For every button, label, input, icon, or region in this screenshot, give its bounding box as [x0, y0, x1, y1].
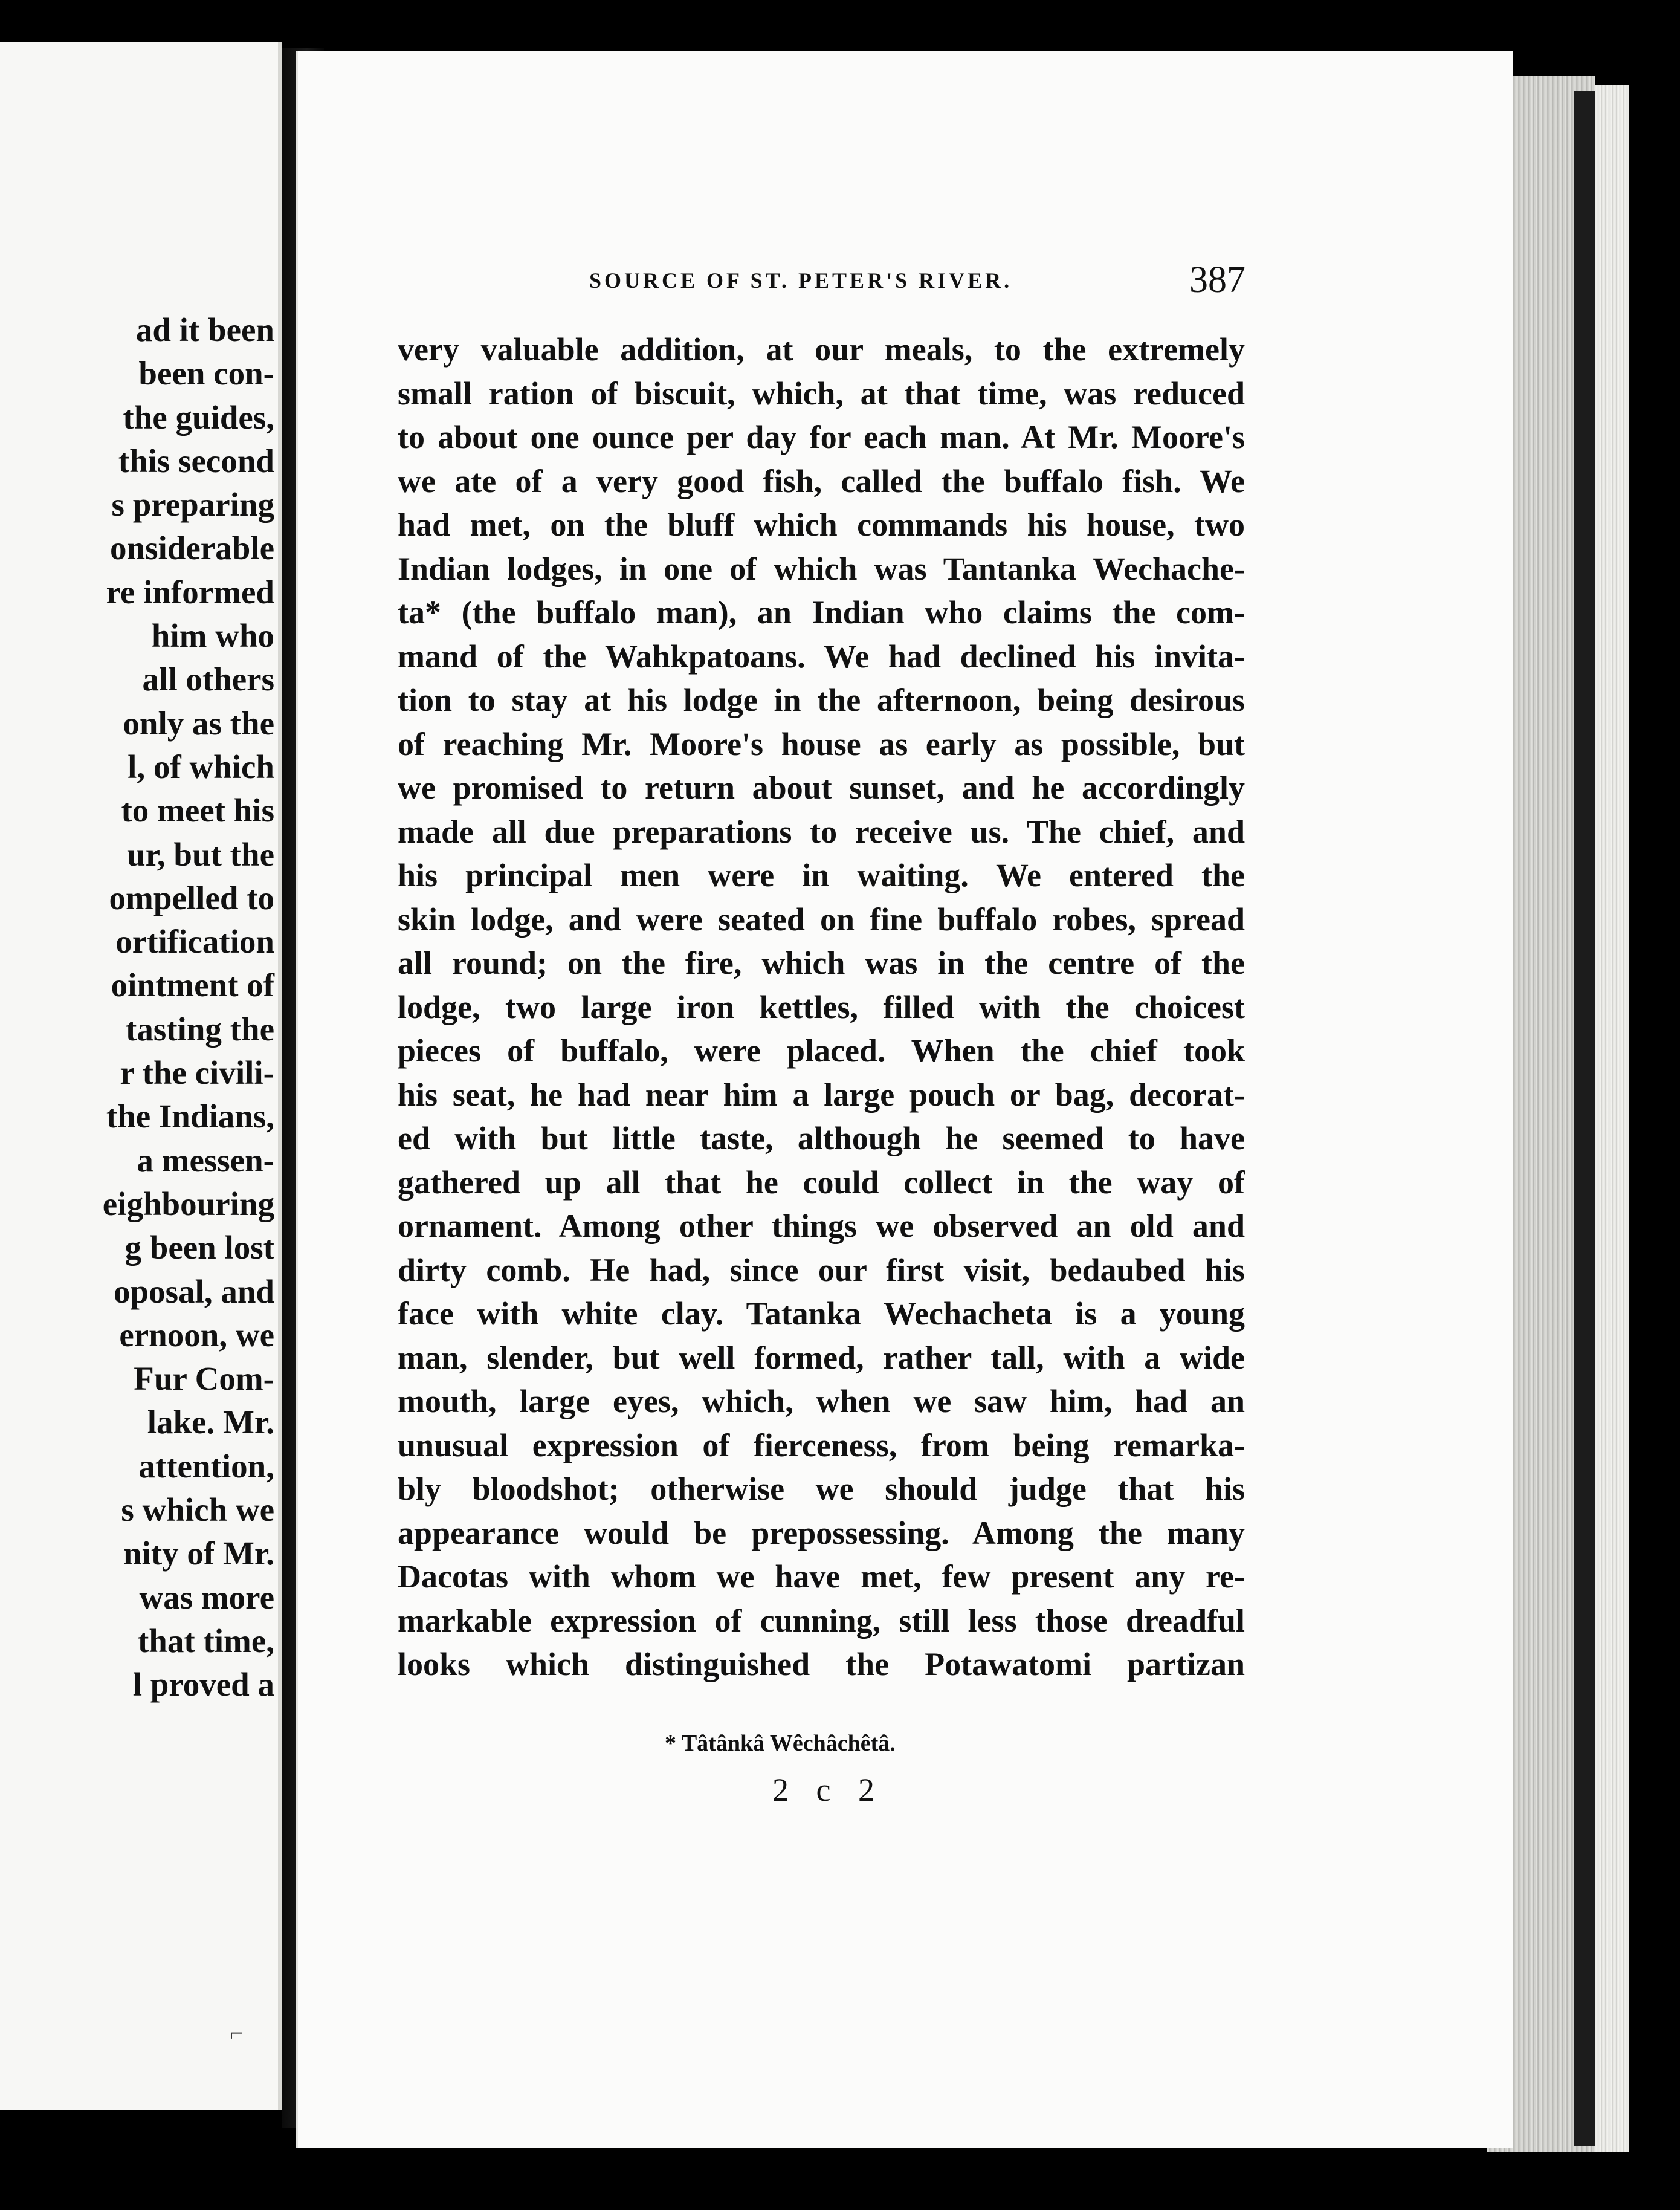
previous-page-text: [0, 308, 274, 1707]
previous-page-line: him who: [151, 617, 274, 655]
previous-page-line: all others: [142, 661, 274, 698]
text-line: bly bloodshot; otherwise we should judge that his: [398, 1471, 1245, 1507]
text-line: markable expression of cunning, still less those dreadful: [398, 1602, 1245, 1639]
previous-page-line: oposal, and: [114, 1272, 274, 1310]
previous-page-line: ernoon, we: [119, 1316, 274, 1353]
previous-page-line: ointment of: [111, 967, 274, 1004]
text-line: face with white clay. Tatanka Wechacheta is a young: [398, 1295, 1245, 1332]
previous-page-line: nity of Mr.: [123, 1535, 274, 1572]
text-line: had met, on the bluff which commands his house, two: [398, 507, 1245, 543]
text-line: his principal men were in waiting. We entered the: [398, 857, 1245, 893]
text-line: his seat, he had near him a large pouch or bag, decorat-: [398, 1076, 1245, 1113]
text-line: gathered up all that he could collect in the way of: [398, 1164, 1245, 1201]
signature-mark: 2 c 2: [772, 1772, 884, 1808]
previous-page-line: lake. Mr.: [147, 1404, 274, 1441]
text-line: we promised to return about sunset, and he accordingly: [398, 770, 1245, 806]
previous-page-line: was more: [139, 1578, 274, 1616]
text-line: ornament. Among other things we observed an old and: [398, 1208, 1245, 1244]
text-line: of reaching Mr. Moore's house as early as possible, but: [398, 725, 1245, 762]
previous-page-line: the guides,: [123, 398, 274, 436]
text-line: made all due preparations to receive us. The chief, and: [398, 813, 1245, 850]
previous-page-line: ortification: [115, 923, 274, 961]
previous-page-line: ompelled to: [109, 879, 274, 916]
text-line: dirty comb. He had, since our first visit, bedaubed his: [398, 1251, 1245, 1288]
text-line: looks which distinguished the Potawatomi partizan: [398, 1646, 1245, 1682]
page-edges-outer: [1595, 85, 1629, 2152]
previous-page: [0, 42, 282, 2110]
text-line: lodge, two large iron kettles, filled with the choicest: [398, 988, 1245, 1025]
previous-page-line: ad it been: [135, 311, 274, 348]
text-line: ta* (the buffalo man), an Indian who claims the com-: [398, 594, 1245, 630]
text-line: small ration of biscuit, which, at that time, was reduced: [398, 375, 1245, 412]
text-line: all round; on the fire, which was in the centre of the: [398, 945, 1245, 981]
stray-mark: ⌐: [230, 2020, 244, 2047]
previous-page-line: attention,: [138, 1447, 274, 1485]
running-head: SOURCE OF ST. PETER'S RIVER.: [589, 268, 1013, 293]
previous-page-line: the Indians,: [106, 1098, 274, 1135]
page-number: 387: [1189, 259, 1245, 300]
previous-page-line: only as the: [123, 704, 274, 742]
previous-page-line: this second: [118, 442, 274, 479]
previous-page-line: Fur Com-: [134, 1360, 274, 1398]
previous-page-line: s which we: [121, 1491, 274, 1529]
previous-page-line: to meet his: [121, 792, 274, 829]
text-line: mand of the Wahkpatoans. We had declined his invita-: [398, 638, 1245, 675]
previous-page-line: a messen-: [137, 1141, 274, 1179]
text-line: mouth, large eyes, which, when we saw him, had an: [398, 1383, 1245, 1419]
footnote: * Tâtânkâ Wêchâchêtâ.: [665, 1731, 896, 1756]
page-edges-shadow: [1574, 91, 1595, 2146]
text-line: Dacotas with whom we have met, few present any re-: [398, 1558, 1245, 1595]
text-line: ed with but little taste, although he seemed to have: [398, 1120, 1245, 1156]
text-line: skin lodge, and were seated on fine buffalo robes, spread: [398, 901, 1245, 938]
previous-page-line: onsiderable: [110, 530, 274, 567]
text-line: pieces of buffalo, were placed. When the chief took: [398, 1032, 1245, 1069]
text-line: very valuable addition, at our meals, to the extremely: [398, 331, 1245, 368]
text-line: man, slender, but well formed, rather tall, with a wide: [398, 1339, 1245, 1376]
previous-page-line: l, of which: [128, 748, 274, 785]
previous-page-line: re informed: [106, 573, 274, 611]
previous-page-line: s preparing: [111, 486, 274, 523]
page-body: [398, 328, 1245, 1687]
previous-page-line: r the civili-: [120, 1054, 274, 1092]
previous-page-line: g been lost: [124, 1229, 274, 1266]
text-line: appearance would be prepossessing. Among the many: [398, 1514, 1245, 1551]
previous-page-line: tasting the: [126, 1010, 274, 1048]
previous-page-line: ur, but the: [126, 835, 274, 873]
previous-page-line: l proved a: [132, 1666, 274, 1703]
text-line: Indian lodges, in one of which was Tantanka Wechache-: [398, 550, 1245, 587]
previous-page-line: that time,: [137, 1622, 274, 1659]
previous-page-line: been con-: [138, 355, 274, 392]
previous-page-line: eighbouring: [102, 1185, 274, 1222]
text-line: we ate of a very good fish, called the buffalo fish. We: [398, 462, 1245, 499]
text-line: tion to stay at his lodge in the afternoon, being desirous: [398, 682, 1245, 718]
text-line: unusual expression of fierceness, from being remarka-: [398, 1427, 1245, 1463]
text-line: to about one ounce per day for each man. At Mr. Moore's: [398, 419, 1245, 455]
